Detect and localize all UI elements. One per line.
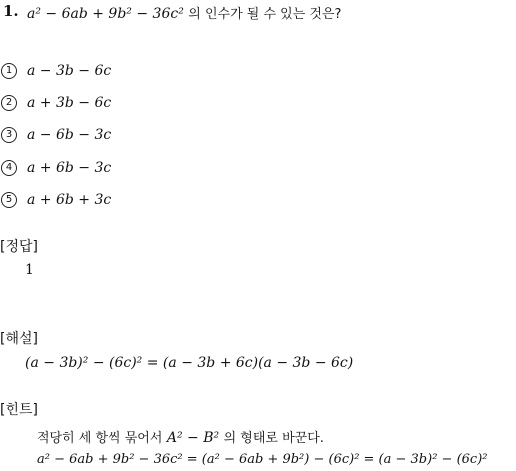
- explanation-line: (a − 3b)² − (6c)² = (a − 3b + 6c)(a − 3b − 6c): [25, 355, 354, 371]
- hint-text-math: A² − B²: [166, 430, 220, 446]
- choice-text-4: a + 6b − 3c: [27, 160, 112, 176]
- question-prompt: 의 인수가 될 수 있는 것은?: [188, 7, 342, 22]
- hint-text: [37, 427, 324, 446]
- answer-label: [정답]: [0, 239, 38, 255]
- choice-marker-5: 5: [1, 192, 17, 208]
- choice-text-3: a − 6b − 3c: [27, 127, 112, 143]
- answer-value: 1: [25, 262, 34, 278]
- question-expression: a² − 6ab + 9b² − 36c²: [27, 6, 184, 22]
- choice-1[interactable]: [0, 63, 111, 79]
- explanation-label: [해설]: [0, 331, 38, 347]
- question-number: 1.: [3, 2, 19, 20]
- choice-marker-4: 4: [1, 160, 17, 176]
- choice-2[interactable]: [0, 95, 111, 111]
- hint-line: a² − 6ab + 9b² − 36c² = (a² − 6ab + 9b²) − (6c)² = (a − 3b)² − (6c)²: [37, 452, 488, 467]
- choice-marker-3: 3: [1, 127, 17, 143]
- hint-label: [힌트]: [0, 402, 38, 418]
- choice-text-2: a + 3b − 6c: [27, 95, 112, 111]
- choice-marker-1: 1: [1, 63, 17, 79]
- choice-text-5: a + 6b + 3c: [27, 192, 112, 208]
- choice-3[interactable]: [0, 127, 111, 143]
- choice-5[interactable]: [0, 192, 111, 208]
- hint-text-after: 의 형태로 바꾼다.: [223, 431, 324, 446]
- choice-4[interactable]: [0, 160, 111, 176]
- question-text: [27, 3, 341, 22]
- hint-text-before: 적당히 세 항씩 묶어서: [37, 431, 163, 446]
- choice-marker-2: 2: [1, 95, 17, 111]
- choice-text-1: a − 3b − 6c: [27, 63, 112, 79]
